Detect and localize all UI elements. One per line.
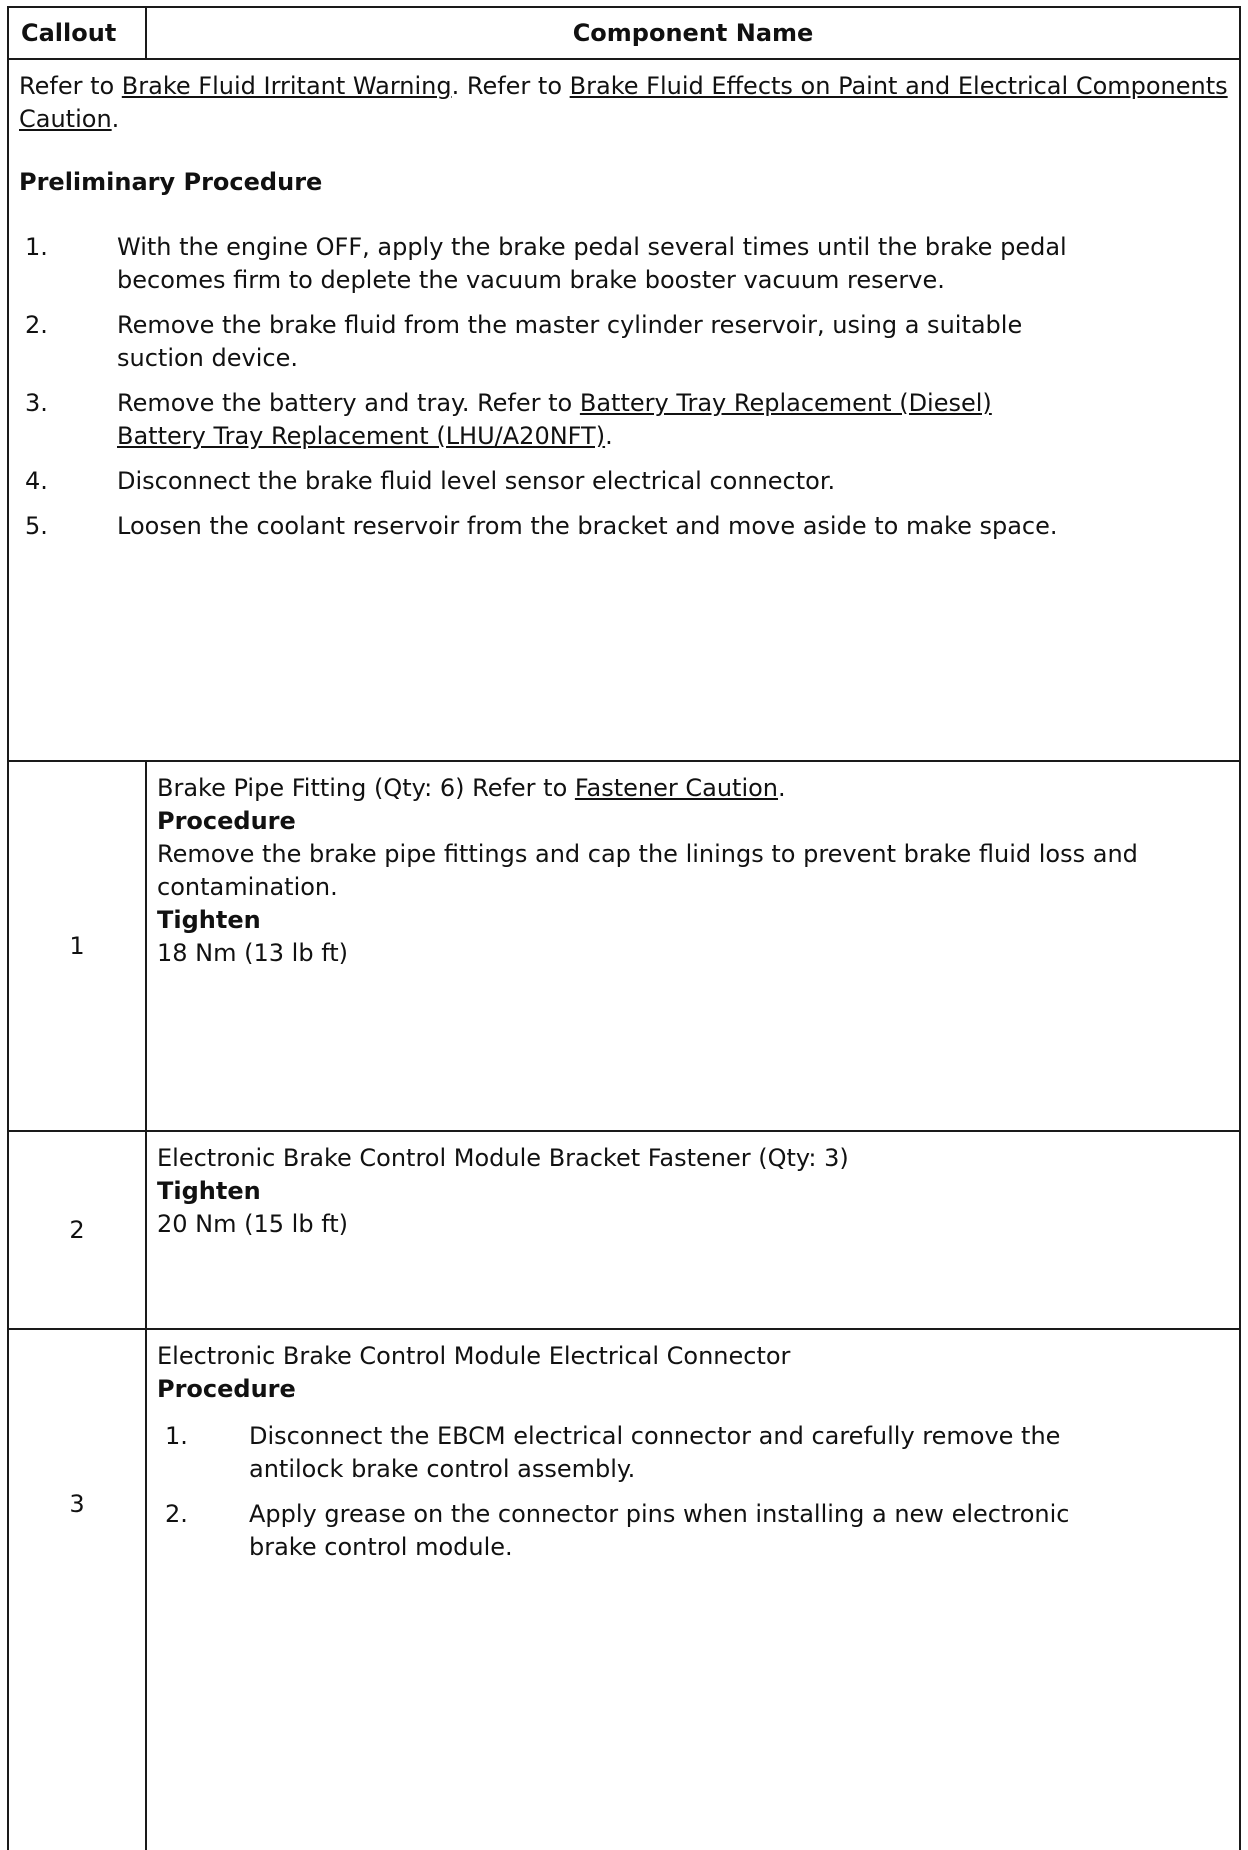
step-text: Apply grease on the connector pins when installing a new electronic brake control module. <box>249 1500 1070 1561</box>
tighten-heading: Tighten <box>157 906 261 934</box>
table-row <box>8 1131 1240 1329</box>
callout-number: 1 <box>8 761 146 1131</box>
intro-cell <box>8 59 1240 761</box>
procedure-text: Remove the brake pipe fittings and cap the linings to prevent brake fluid loss and contamination. <box>157 840 1138 901</box>
header-callout: Callout <box>8 7 146 59</box>
step-number: 1. <box>165 1422 188 1450</box>
table-header-row <box>8 7 1240 59</box>
intro-row <box>8 59 1240 761</box>
link-brake-fluid-effects-caution[interactable]: Brake Fluid Effects on Paint and Electrical Components Caution <box>19 72 1228 133</box>
list-item <box>19 309 1229 375</box>
list-item <box>19 510 1229 543</box>
component-detail <box>146 1329 1240 1850</box>
component-detail <box>146 761 1240 1131</box>
step-number: 2. <box>25 311 48 339</box>
step-number: 1. <box>25 233 48 261</box>
step-text: Disconnect the brake fluid level sensor electrical connector. <box>117 467 836 495</box>
step-text: With the engine OFF, apply the brake pedal several times until the brake pedal becomes firm to deplete the vacuum brake booster vacuum reserve. <box>117 233 1067 294</box>
step-number: 5. <box>25 512 48 540</box>
link-brake-fluid-irritant-warning[interactable]: Brake Fluid Irritant Warning <box>121 72 452 100</box>
link-battery-tray-replacement-diesel[interactable]: Battery Tray Replacement (Diesel) <box>579 389 992 417</box>
table-row <box>8 761 1240 1131</box>
tighten-heading: Tighten <box>157 1177 261 1205</box>
component-title: Brake Pipe Fitting (Qty: 6) Refer to Fastener Caution. <box>157 774 786 802</box>
list-item <box>157 1498 1229 1564</box>
callout-number: 3 <box>8 1329 146 1850</box>
procedure-steps-list <box>157 1420 1229 1564</box>
preliminary-steps-list <box>19 231 1229 543</box>
list-item <box>19 387 1229 453</box>
preliminary-procedure-heading: Preliminary Procedure <box>19 168 323 196</box>
list-item <box>19 465 1229 498</box>
procedure-heading: Procedure <box>157 807 296 835</box>
component-title: Electronic Brake Control Module Electrical Connector <box>157 1342 791 1370</box>
table-row <box>8 1329 1240 1850</box>
intro-refer-line: Refer to Brake Fluid Irritant Warning. Refer to Brake Fluid Effects on Paint and Electrical Components Caution. <box>19 72 1228 133</box>
step-number: 2. <box>165 1500 188 1528</box>
procedure-table <box>7 6 1241 1850</box>
step-text: Disconnect the EBCM electrical connector and carefully remove the antilock brake control assembly. <box>249 1422 1061 1483</box>
step-number: 4. <box>25 467 48 495</box>
header-component-name: Component Name <box>146 7 1240 59</box>
component-title: Electronic Brake Control Module Bracket Fastener (Qty: 3) <box>157 1144 849 1172</box>
list-item <box>19 231 1229 297</box>
component-detail <box>146 1131 1240 1329</box>
step-text: Remove the brake fluid from the master cylinder reservoir, using a suitable suction device. <box>117 311 1023 372</box>
link-fastener-caution[interactable]: Fastener Caution <box>574 774 779 802</box>
step-number: 3. <box>25 389 48 417</box>
link-battery-tray-replacement-lhu[interactable]: Battery Tray Replacement (LHU/A20NFT) <box>117 422 606 450</box>
callout-number: 2 <box>8 1131 146 1329</box>
step-text: Remove the battery and tray. Refer to Battery Tray Replacement (Diesel) Battery Tray Replacement (LHU/A20NFT). <box>117 389 992 450</box>
list-item <box>157 1420 1229 1486</box>
torque-value: 18 Nm (13 lb ft) <box>157 939 348 967</box>
torque-value: 20 Nm (15 lb ft) <box>157 1210 348 1238</box>
step-text: Loosen the coolant reservoir from the bracket and move aside to make space. <box>117 512 1058 540</box>
procedure-heading: Procedure <box>157 1375 296 1403</box>
